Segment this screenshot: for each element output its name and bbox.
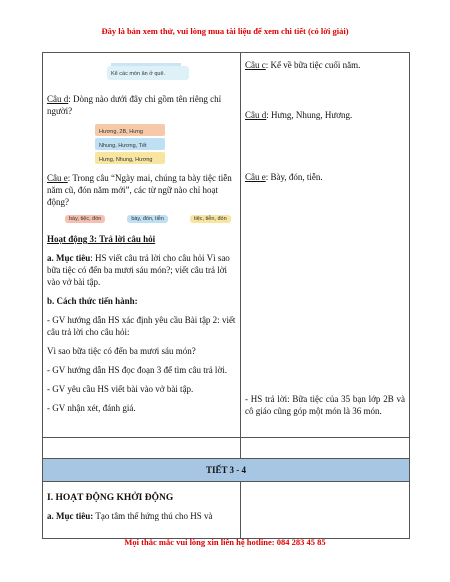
left-column xyxy=(43,53,241,437)
option-e-1: bày, tiệc, đón xyxy=(65,215,105,223)
answer-d-label: Câu d xyxy=(245,110,267,120)
cau-d-label: Câu d xyxy=(47,94,69,104)
answer-main: - HS trả lời: Bữa tiệc của 35 bạn lớp 2B và cô giáo cũng góp một món là 36 món. xyxy=(245,394,405,416)
table-row xyxy=(43,482,409,538)
activity-title: Hoạt động 3: Trả lời câu hỏi xyxy=(47,234,156,244)
option-e-3: tiệc, tiễn, đón xyxy=(190,215,231,223)
step-2: - GV hướng dẫn HS đọc đoạn 3 để tìm câu trả lời. xyxy=(47,365,227,375)
step-3: - GV yêu cầu HS viết bài vào vở bài tập. xyxy=(47,384,194,394)
table-row-empty xyxy=(43,438,409,459)
objective-text: : HS viết câu trả lời cho câu hỏi Vì sao bữa tiệc có đến ba mươi sáu món?; viết câu trả lời vào vở bài tập. xyxy=(47,253,230,287)
option-d-2: Nhung, Hương, Tết xyxy=(99,143,147,149)
answer-e xyxy=(245,171,405,183)
top-image-snippet xyxy=(107,66,189,80)
objective-label: a. Mục tiêu xyxy=(47,253,91,263)
cau-e-text: : Trong câu “Ngày mai, chúng ta bày tiệc tiễn năm cũ, đón năm mới”, các từ ngữ nào chỉ hoạt động? xyxy=(47,173,232,207)
section-objective-label: a. Mục tiêu: xyxy=(47,511,94,521)
objective xyxy=(47,252,236,288)
step-4: - GV nhận xét, đánh giá. xyxy=(47,403,136,413)
cau-e-question xyxy=(47,172,236,208)
section-objective xyxy=(47,510,236,522)
section-heading: I. HOẠT ĐỘNG KHỞI ĐỘNG xyxy=(47,493,174,503)
empty-cell-left xyxy=(43,438,241,458)
step-1b: Vì sao bữa tiệc có đến ba mươi sáu món? xyxy=(47,346,196,356)
answer-e-text: : Bày, đón, tiễn. xyxy=(265,172,323,182)
answer-c-label: Câu c xyxy=(245,60,266,70)
band-title: TIẾT 3 - 4 xyxy=(205,465,247,475)
answer-e-label: Câu e xyxy=(245,172,266,182)
cau-d-text: : Dòng nào dưới đây chỉ gồm tên riêng chỉ người? xyxy=(47,94,222,116)
header-notice: Đây là bản xem thử, vui lòng mua tài liệu để xem chi tiết (có lời giải) xyxy=(101,26,349,36)
method-label: b. Cách thức tiến hành: xyxy=(47,296,138,306)
right-column xyxy=(241,53,409,437)
left-column xyxy=(43,482,241,538)
top-image-caption: Kể các món ăn ở quê. xyxy=(111,71,166,77)
answer-d-text: : Hưng, Nhung, Hương. xyxy=(266,110,353,120)
option-d-1: Hương, 2B, Hưng xyxy=(99,129,143,135)
cau-d-options xyxy=(95,124,236,164)
option-d-3: Hưng, Nhung, Hương xyxy=(99,157,153,163)
option-e-2: bày, đón, tiễn xyxy=(127,215,168,223)
answer-d xyxy=(245,109,405,121)
right-column xyxy=(241,482,409,538)
step-1: - GV hướng dẫn HS xác định yêu cầu Bài tập 2: viết câu trả lời cho câu hỏi: xyxy=(47,315,236,337)
answer-c xyxy=(245,59,405,71)
period-band xyxy=(43,459,409,482)
cau-d-question xyxy=(47,93,236,117)
cau-e-label: Câu e xyxy=(47,173,68,183)
cau-e-options xyxy=(65,215,236,223)
answer-c-text: : Kể về bữa tiệc cuối năm. xyxy=(265,60,361,70)
table-row xyxy=(43,53,409,438)
footer-notice: Mọi thắc mắc vui lòng xin liên hệ hotline: 084 283 45 85 xyxy=(124,537,326,547)
section-objective-text: Tạo tâm thế hứng thú cho HS và xyxy=(93,511,213,521)
empty-cell-right xyxy=(241,438,409,458)
lesson-table xyxy=(42,52,410,539)
